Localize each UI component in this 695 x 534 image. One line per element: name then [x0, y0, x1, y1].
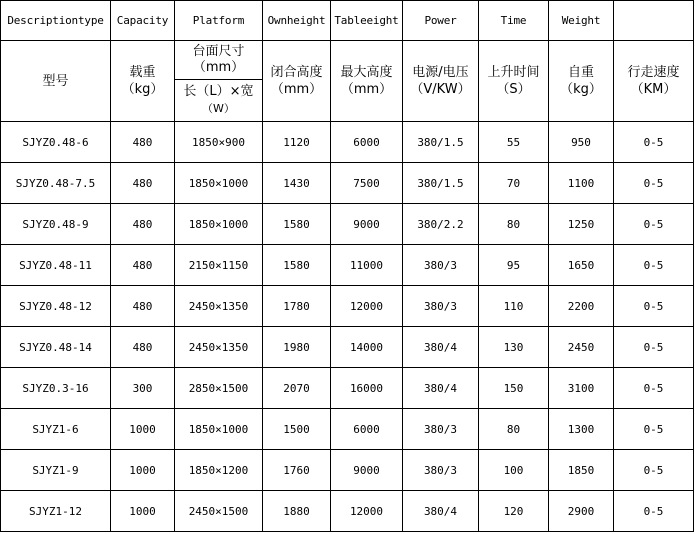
header-cn-max-height-label: 最大高度 — [340, 65, 393, 80]
table-row — [1, 327, 694, 368]
header-cn-platform-size-unit: （mm） — [192, 60, 245, 75]
cell-capacity: 480 — [111, 163, 175, 204]
header-cn-platform-size — [175, 42, 262, 80]
cell-lift-time: 55 — [479, 122, 549, 163]
cell-capacity: 1000 — [111, 450, 175, 491]
header-cn-weight-label: 自重 — [567, 65, 594, 80]
header-table-height: Tableeight — [331, 1, 403, 41]
header-cn-closed-height — [263, 41, 331, 122]
cell-lift-time: 130 — [479, 327, 549, 368]
header-cn-power-unit: （V/KW） — [410, 82, 471, 97]
cell-capacity: 480 — [111, 122, 175, 163]
header-time: Time — [479, 1, 549, 41]
cell-model: SJYZ0.48-14 — [1, 327, 111, 368]
cell-weight: 1250 — [549, 204, 614, 245]
header-cn-platform-dimensions — [175, 80, 262, 120]
header-power: Power — [403, 1, 479, 41]
cell-model: SJYZ1-12 — [1, 491, 111, 532]
header-cn-speed — [614, 41, 694, 122]
cell-lift-time: 100 — [479, 450, 549, 491]
table-row — [1, 450, 694, 491]
header-cn-platform-dim-label: 长（L）×宽 — [183, 84, 254, 99]
header-cn-speed-unit: （KM） — [630, 82, 677, 97]
header-cn-closed-height-label: 闭合高度 — [270, 65, 323, 80]
cell-platform: 2450×1500 — [175, 491, 263, 532]
cell-speed: 0-5 — [614, 245, 694, 286]
cell-model: SJYZ1-6 — [1, 409, 111, 450]
cell-weight: 1650 — [549, 245, 614, 286]
cell-closed-height: 1780 — [263, 286, 331, 327]
cell-speed: 0-5 — [614, 409, 694, 450]
cell-weight: 2450 — [549, 327, 614, 368]
cell-lift-time: 95 — [479, 245, 549, 286]
cell-max-height: 16000 — [331, 368, 403, 409]
cell-platform: 2850×1500 — [175, 368, 263, 409]
cell-power: 380/4 — [403, 327, 479, 368]
header-cn-weight-unit: （kg） — [560, 82, 602, 97]
cell-lift-time: 110 — [479, 286, 549, 327]
cell-power: 380/1.5 — [403, 163, 479, 204]
header-capacity: Capacity — [111, 1, 175, 41]
cell-capacity: 480 — [111, 204, 175, 245]
cell-lift-time: 70 — [479, 163, 549, 204]
table-row — [1, 286, 694, 327]
cell-max-height: 9000 — [331, 450, 403, 491]
cell-platform: 2150×1150 — [175, 245, 263, 286]
cell-platform: 1850×1000 — [175, 163, 263, 204]
cell-closed-height: 1980 — [263, 327, 331, 368]
cell-capacity: 1000 — [111, 491, 175, 532]
cell-model: SJYZ0.48-7.5 — [1, 163, 111, 204]
cell-speed: 0-5 — [614, 368, 694, 409]
cell-closed-height: 1580 — [263, 245, 331, 286]
cell-weight: 1300 — [549, 409, 614, 450]
cell-max-height: 12000 — [331, 286, 403, 327]
header-weight: Weight — [549, 1, 614, 41]
header-own-height: Ownheight — [263, 1, 331, 41]
header-empty — [614, 1, 694, 41]
header-cn-closed-height-unit: （mm） — [270, 82, 323, 97]
cell-power: 380/3 — [403, 286, 479, 327]
header-cn-platform-size-label: 台面尺寸 — [192, 44, 245, 59]
header-cn-capacity — [111, 41, 175, 122]
header-cn-capacity-unit: （kg） — [121, 82, 164, 97]
cell-platform: 1850×1200 — [175, 450, 263, 491]
cell-speed: 0-5 — [614, 327, 694, 368]
cell-capacity: 480 — [111, 286, 175, 327]
cell-max-height: 12000 — [331, 491, 403, 532]
cell-closed-height: 1120 — [263, 122, 331, 163]
cell-speed: 0-5 — [614, 122, 694, 163]
table-row — [1, 245, 694, 286]
cell-closed-height: 1500 — [263, 409, 331, 450]
table-row — [1, 163, 694, 204]
cell-speed: 0-5 — [614, 204, 694, 245]
header-cn-lift-time — [479, 41, 549, 122]
cell-power: 380/1.5 — [403, 122, 479, 163]
cell-platform: 2450×1350 — [175, 286, 263, 327]
table-row — [1, 409, 694, 450]
header-cn-power-label: 电源/电压 — [412, 65, 469, 80]
cell-model: SJYZ1-9 — [1, 450, 111, 491]
header-cn-max-height-unit: （mm） — [340, 82, 393, 97]
cell-lift-time: 80 — [479, 204, 549, 245]
table-row — [1, 204, 694, 245]
header-cn-lift-time-label: 上升时间 — [487, 65, 540, 80]
cell-power: 380/4 — [403, 368, 479, 409]
header-cn-power — [403, 41, 479, 122]
header-cn-capacity-label: 载重 — [129, 65, 156, 80]
header-cn-model-text: 型号 — [42, 73, 69, 89]
header-description-type: Descriptiontype — [1, 1, 111, 41]
cell-power: 380/3 — [403, 450, 479, 491]
cell-model: SJYZ0.48-12 — [1, 286, 111, 327]
header-row-english — [1, 1, 694, 41]
cell-lift-time: 150 — [479, 368, 549, 409]
cell-weight: 950 — [549, 122, 614, 163]
cell-max-height: 7500 — [331, 163, 403, 204]
cell-capacity: 480 — [111, 245, 175, 286]
table-row — [1, 122, 694, 163]
cell-max-height: 11000 — [331, 245, 403, 286]
cell-max-height: 14000 — [331, 327, 403, 368]
cell-model: SJYZ0.48-11 — [1, 245, 111, 286]
cell-max-height: 6000 — [331, 409, 403, 450]
cell-platform: 2450×1350 — [175, 327, 263, 368]
cell-lift-time: 120 — [479, 491, 549, 532]
cell-speed: 0-5 — [614, 450, 694, 491]
cell-weight: 2900 — [549, 491, 614, 532]
table-row — [1, 491, 694, 532]
cell-speed: 0-5 — [614, 163, 694, 204]
cell-max-height: 9000 — [331, 204, 403, 245]
cell-lift-time: 80 — [479, 409, 549, 450]
header-platform: Platform — [175, 1, 263, 41]
header-row-chinese — [1, 41, 694, 122]
cell-closed-height: 1880 — [263, 491, 331, 532]
cell-max-height: 6000 — [331, 122, 403, 163]
cell-model: SJYZ0.48-6 — [1, 122, 111, 163]
cell-weight: 1100 — [549, 163, 614, 204]
cell-model: SJYZ0.3-16 — [1, 368, 111, 409]
header-cn-platform-dim-unit: （W） — [202, 102, 235, 115]
cell-platform: 1850×900 — [175, 122, 263, 163]
cell-closed-height: 1580 — [263, 204, 331, 245]
cell-platform: 1850×1000 — [175, 409, 263, 450]
cell-weight: 2200 — [549, 286, 614, 327]
cell-closed-height: 2070 — [263, 368, 331, 409]
cell-closed-height: 1760 — [263, 450, 331, 491]
cell-power: 380/2.2 — [403, 204, 479, 245]
cell-capacity: 480 — [111, 327, 175, 368]
header-cn-speed-label: 行走速度 — [627, 65, 680, 80]
cell-weight: 3100 — [549, 368, 614, 409]
cell-speed: 0-5 — [614, 286, 694, 327]
cell-speed: 0-5 — [614, 491, 694, 532]
header-cn-max-height — [331, 41, 403, 122]
cell-closed-height: 1430 — [263, 163, 331, 204]
cell-power: 380/4 — [403, 491, 479, 532]
header-cn-lift-time-unit: （S） — [496, 82, 531, 97]
header-cn-platform — [175, 41, 263, 122]
header-cn-model — [1, 41, 111, 122]
header-cn-weight — [549, 41, 614, 122]
cell-platform: 1850×1000 — [175, 204, 263, 245]
cell-model: SJYZ0.48-9 — [1, 204, 111, 245]
cell-power: 380/3 — [403, 409, 479, 450]
cell-capacity: 300 — [111, 368, 175, 409]
cell-capacity: 1000 — [111, 409, 175, 450]
table-row — [1, 368, 694, 409]
cell-weight: 1850 — [549, 450, 614, 491]
cell-power: 380/3 — [403, 245, 479, 286]
